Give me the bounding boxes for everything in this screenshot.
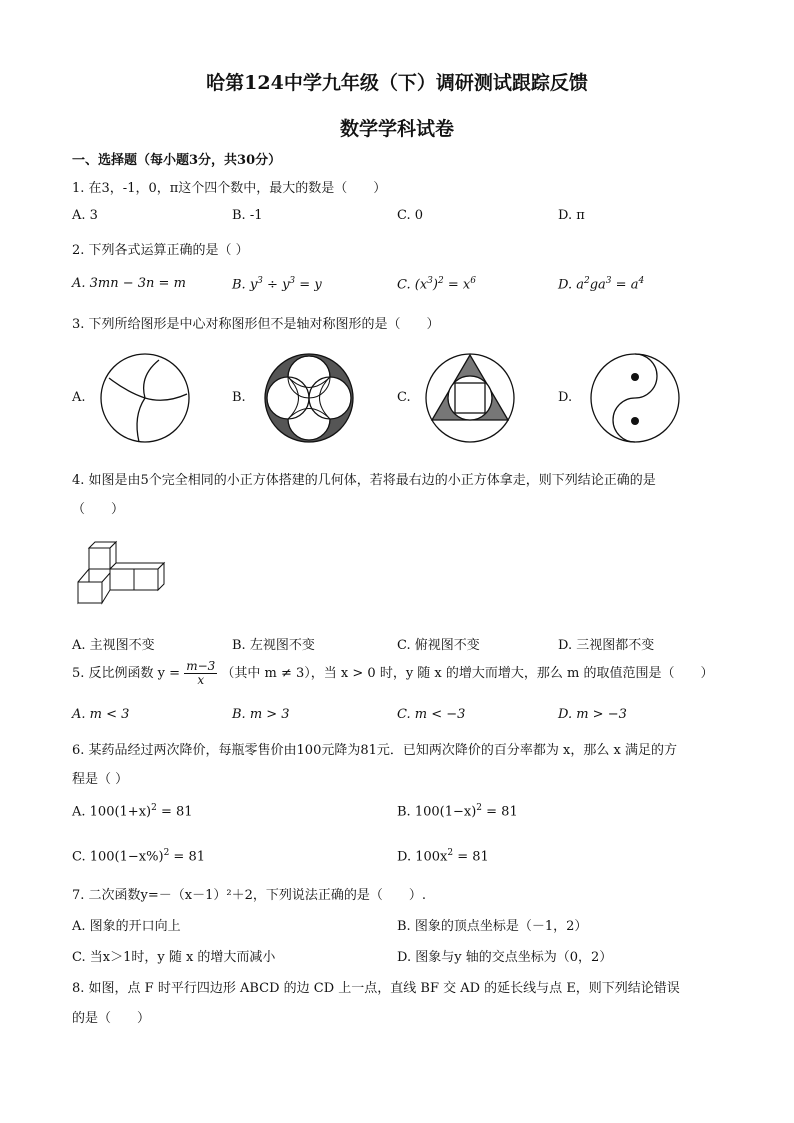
q3-option-d: D. — [558, 390, 573, 405]
q1-option-b: B. -1 — [232, 208, 263, 223]
q3-figure-c — [424, 352, 516, 444]
q5-option-a: A. m < 3 — [72, 707, 130, 722]
q3-figure-d — [589, 352, 681, 444]
q4-stem-line1: 4. 如图是由5个完全相同的小正方体搭建的几何体，若将最右边的小正方体拿走，则下列结论正确的是 — [72, 473, 656, 488]
q2-option-a: A. 3mn − 3n = m — [72, 276, 186, 291]
q4-stem-line2: （ ） — [72, 502, 125, 517]
q6-stem-line1: 6. 某药品经过两次降价，每瓶零售价由100元降为81元．已知两次降价的百分率都为 x，那么 x 满足的方 — [72, 743, 677, 758]
q1-option-d: D. π — [558, 208, 585, 223]
q7-option-b: B. 图象的顶点坐标是（－1，2） — [397, 919, 588, 934]
q7-stem: 7. 二次函数y=－（x－1）²＋2，下列说法正确的是（ ）. — [72, 888, 426, 903]
q4-cube-figure — [76, 540, 168, 606]
q3-stem: 3. 下列所给图形是中心对称图形但不是轴对称图形的是（ ） — [72, 317, 440, 332]
q3-option-c: C. — [397, 390, 411, 405]
q4-option-a: A. 主视图不变 — [72, 638, 155, 653]
q5-option-d: D. m > −3 — [558, 707, 627, 722]
q2-option-b: B. $y^3 \div y^3 = y$ — [232, 276, 322, 293]
q7-option-c: C. 当x＞1时，y 随 x 的增大而减小 — [72, 950, 276, 965]
q3-figure-a — [99, 352, 191, 444]
q4-option-b: B. 左视图不变 — [232, 638, 315, 653]
q7-option-d: D. 图象与y 轴的交点坐标为（0，2） — [397, 950, 613, 965]
page-title: 哈第124中学九年级（下）调研测试跟踪反馈 — [206, 72, 588, 94]
q2-option-d: D. $a^2ga^3 = a^4$ — [558, 276, 645, 293]
q5-stem: 5. 反比例函数 y = $\frac{m-3}{x}$ （其中 m ≠ 3），当 x > 0 时，y 随 x 的增大而增大，那么 m 的取值范围是（ ） — [72, 659, 714, 687]
q6-option-a: A. $100(1+x)^2 = 81$ — [72, 803, 193, 820]
section-heading: 一、选择题（每小题3分，共30分） — [72, 153, 282, 168]
q1-stem: 1. 在3，-1，0，π这个四个数中，最大的数是（ ） — [72, 181, 387, 196]
q1-option-a: A. 3 — [72, 208, 98, 223]
q4-option-d: D. 三视图都不变 — [558, 638, 655, 653]
q3-option-a: A. — [72, 390, 86, 405]
q7-option-a: A. 图象的开口向上 — [72, 919, 181, 934]
page-subtitle: 数学学科试卷 — [339, 118, 454, 140]
q5-option-c: C. m < −3 — [397, 707, 466, 722]
q4-option-c: C. 俯视图不变 — [397, 638, 480, 653]
q6-option-b: B. $100(1-x)^2 = 81$ — [397, 803, 518, 820]
q6-option-d: D. $100x^2 = 81$ — [397, 848, 489, 865]
q8-stem-line1: 8. 如图，点 F 时平行四边形 ABCD 的边 CD 上一点，直线 BF 交 AD 的延长线与点 E，则下列结论错误 — [72, 981, 680, 996]
q2-option-c: C. $(x^3)^2 = x^6$ — [397, 276, 476, 293]
q3-figure-b — [263, 352, 355, 444]
q6-stem-line2: 程是（ ） — [72, 772, 129, 787]
q8-stem-line2: 的是（ ） — [72, 1011, 151, 1026]
q6-option-c: C. $100(1-x\%)^2 = 81$ — [72, 848, 205, 865]
q2-stem: 2. 下列各式运算正确的是（ ） — [72, 243, 249, 258]
q5-option-b: B. m > 3 — [232, 707, 290, 722]
q1-option-c: C. 0 — [397, 208, 424, 223]
q3-option-b: B. — [232, 390, 246, 405]
